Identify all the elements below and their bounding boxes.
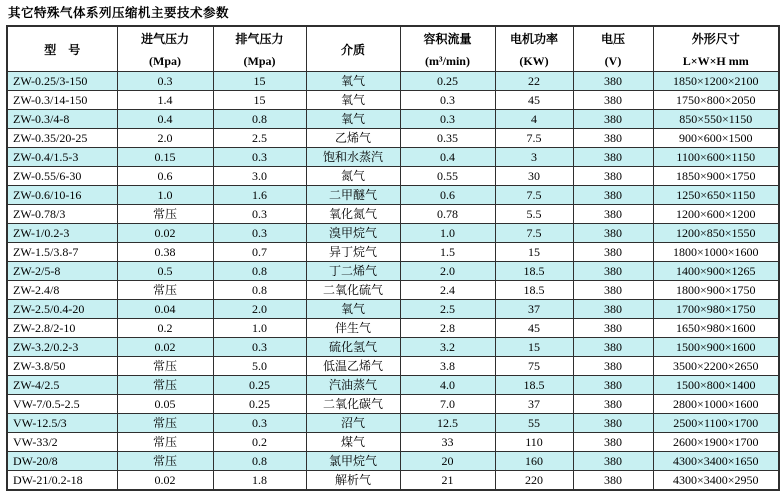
cell-flow: 3.2 [400,338,495,357]
cell-model: ZW-2/5-8 [7,262,117,281]
cell-model: ZW-0.35/20-25 [7,129,117,148]
cell-voltage: 380 [573,72,653,91]
cell-model: ZW-0.25/3-150 [7,72,117,91]
cell-power: 18.5 [495,262,573,281]
cell-power: 30 [495,167,573,186]
cell-voltage: 380 [573,433,653,452]
cell-medium: 氧气 [306,91,400,110]
cell-flow: 1.5 [400,243,495,262]
cell-dims: 1800×1000×1600 [653,243,779,262]
cell-medium: 氧化氮气 [306,205,400,224]
cell-voltage: 380 [573,281,653,300]
table-row [7,376,779,395]
cell-power: 37 [495,395,573,414]
cell-inlet: 0.05 [117,395,213,414]
header-dimensions-unit: L×W×H mm [682,53,749,68]
table-header [7,26,779,72]
cell-power: 160 [495,452,573,471]
cell-flow: 0.4 [400,148,495,167]
cell-power: 3 [495,148,573,167]
cell-dims: 2600×1900×1700 [653,433,779,452]
cell-medium: 低温乙烯气 [306,357,400,376]
cell-flow: 33 [400,433,495,452]
cell-power: 220 [495,471,573,491]
cell-inlet: 常压 [117,205,213,224]
cell-outlet: 0.8 [213,281,306,300]
header-dimensions-label: 外形尺寸 [691,31,740,46]
cell-dims: 900×600×1500 [653,129,779,148]
cell-model: ZW-4/2.5 [7,376,117,395]
cell-model: ZW-0.4/1.5-3 [7,148,117,167]
table-row [7,224,779,243]
table-row [7,300,779,319]
cell-voltage: 380 [573,376,653,395]
cell-power: 4 [495,110,573,129]
header-discharge-pressure [213,26,306,72]
cell-dims: 1500×800×1400 [653,376,779,395]
cell-model: ZW-0.3/14-150 [7,91,117,110]
cell-outlet: 0.3 [213,205,306,224]
cell-dims: 4300×3400×2950 [653,471,779,491]
header-discharge-pressure-unit: (Mpa) [243,53,276,68]
cell-voltage: 380 [573,129,653,148]
cell-flow: 2.5 [400,300,495,319]
cell-dims: 1850×1200×2100 [653,72,779,91]
cell-outlet: 0.25 [213,376,306,395]
cell-outlet: 2.0 [213,300,306,319]
cell-flow: 0.3 [400,91,495,110]
cell-dims: 1100×600×1150 [653,148,779,167]
table-row [7,72,779,91]
cell-inlet: 0.02 [117,338,213,357]
cell-inlet: 0.15 [117,148,213,167]
cell-inlet: 1.0 [117,186,213,205]
cell-medium: 溴甲烷气 [306,224,400,243]
cell-outlet: 2.5 [213,129,306,148]
cell-dims: 850×550×1150 [653,110,779,129]
cell-dims: 1200×600×1200 [653,205,779,224]
cell-model: ZW-3.2/0.2-3 [7,338,117,357]
cell-power: 15 [495,338,573,357]
header-voltage-label: 电压 [600,31,625,46]
cell-power: 75 [495,357,573,376]
cell-flow: 1.0 [400,224,495,243]
cell-inlet: 0.6 [117,167,213,186]
cell-medium: 饱和水蒸汽 [306,148,400,167]
spec-table [6,25,780,491]
cell-voltage: 380 [573,452,653,471]
cell-voltage: 380 [573,414,653,433]
cell-medium: 氧气 [306,72,400,91]
cell-model: ZW-1/0.2-3 [7,224,117,243]
cell-model: DW-20/8 [7,452,117,471]
cell-flow: 20 [400,452,495,471]
cell-flow: 0.35 [400,129,495,148]
cell-flow: 2.8 [400,319,495,338]
cell-flow: 3.8 [400,357,495,376]
cell-inlet: 1.4 [117,91,213,110]
cell-voltage: 380 [573,186,653,205]
table-row [7,452,779,471]
table-row [7,167,779,186]
header-row [7,26,779,72]
cell-outlet: 15 [213,91,306,110]
cell-inlet: 常压 [117,357,213,376]
cell-inlet: 0.38 [117,243,213,262]
cell-outlet: 0.2 [213,433,306,452]
cell-flow: 0.78 [400,205,495,224]
header-motor-power [495,26,573,72]
cell-medium: 二氧化碳气 [306,395,400,414]
cell-power: 18.5 [495,281,573,300]
header-voltage [573,26,653,72]
cell-dims: 2500×1100×1700 [653,414,779,433]
cell-model: ZW-2.4/8 [7,281,117,300]
cell-inlet: 0.2 [117,319,213,338]
cell-model: ZW-3.8/50 [7,357,117,376]
table-row [7,395,779,414]
cell-outlet: 0.8 [213,452,306,471]
cell-outlet: 1.6 [213,186,306,205]
header-volume-flow-unit: (m³/min) [425,53,470,68]
cell-flow: 2.4 [400,281,495,300]
header-volume-flow [400,26,495,72]
cell-inlet: 常压 [117,433,213,452]
header-discharge-pressure-label: 排气压力 [235,31,284,46]
cell-voltage: 380 [573,110,653,129]
cell-power: 110 [495,433,573,452]
cell-voltage: 380 [573,243,653,262]
cell-power: 22 [495,72,573,91]
cell-medium: 氮气 [306,167,400,186]
header-motor-power-unit: (KW) [519,53,549,68]
cell-outlet: 5.0 [213,357,306,376]
cell-outlet: 0.3 [213,148,306,167]
cell-medium: 汽油蒸气 [306,376,400,395]
header-medium [306,26,400,72]
cell-outlet: 15 [213,72,306,91]
table-row [7,319,779,338]
cell-inlet: 0.5 [117,262,213,281]
cell-voltage: 380 [573,224,653,243]
cell-inlet: 0.02 [117,224,213,243]
table-row [7,338,779,357]
cell-outlet: 1.8 [213,471,306,491]
cell-model: ZW-2.8/2-10 [7,319,117,338]
cell-voltage: 380 [573,148,653,167]
cell-inlet: 常压 [117,376,213,395]
table-row [7,186,779,205]
cell-medium: 氧气 [306,300,400,319]
cell-inlet: 0.02 [117,471,213,491]
cell-voltage: 380 [573,91,653,110]
cell-dims: 1400×900×1265 [653,262,779,281]
cell-model: ZW-0.6/10-16 [7,186,117,205]
header-inlet-pressure-unit: (Mpa) [149,53,181,68]
cell-voltage: 380 [573,338,653,357]
table-row [7,243,779,262]
cell-power: 5.5 [495,205,573,224]
cell-model: ZW-0.78/3 [7,205,117,224]
cell-voltage: 380 [573,471,653,491]
cell-model: ZW-0.3/4-8 [7,110,117,129]
cell-voltage: 380 [573,357,653,376]
cell-flow: 0.6 [400,186,495,205]
table-row [7,357,779,376]
table-row [7,433,779,452]
cell-dims: 1650×980×1600 [653,319,779,338]
table-row [7,91,779,110]
cell-outlet: 0.8 [213,110,306,129]
cell-flow: 21 [400,471,495,491]
cell-power: 7.5 [495,186,573,205]
cell-inlet: 0.4 [117,110,213,129]
table-row [7,110,779,129]
cell-flow: 4.0 [400,376,495,395]
cell-inlet: 常压 [117,281,213,300]
cell-medium: 煤气 [306,433,400,452]
cell-medium: 解析气 [306,471,400,491]
header-voltage-unit: (V) [604,53,622,68]
cell-power: 45 [495,319,573,338]
header-motor-power-label: 电机功率 [509,31,558,46]
cell-medium: 硫化氢气 [306,338,400,357]
cell-voltage: 380 [573,395,653,414]
cell-voltage: 380 [573,300,653,319]
cell-medium: 二氧化硫气 [306,281,400,300]
cell-power: 15 [495,243,573,262]
cell-dims: 1850×900×1750 [653,167,779,186]
cell-medium: 异丁烷气 [306,243,400,262]
table-row [7,262,779,281]
cell-inlet: 常压 [117,414,213,433]
table-row [7,281,779,300]
cell-outlet: 0.25 [213,395,306,414]
cell-dims: 1200×850×1550 [653,224,779,243]
cell-model: VW-33/2 [7,433,117,452]
cell-dims: 1700×980×1750 [653,300,779,319]
cell-flow: 0.55 [400,167,495,186]
cell-outlet: 1.0 [213,319,306,338]
cell-dims: 1800×900×1750 [653,281,779,300]
cell-outlet: 0.3 [213,224,306,243]
cell-flow: 0.25 [400,72,495,91]
cell-flow: 0.3 [400,110,495,129]
header-dimensions [653,26,779,72]
cell-medium: 沼气 [306,414,400,433]
cell-inlet: 2.0 [117,129,213,148]
cell-outlet: 0.3 [213,414,306,433]
cell-power: 45 [495,91,573,110]
cell-voltage: 380 [573,262,653,281]
cell-power: 37 [495,300,573,319]
cell-voltage: 380 [573,167,653,186]
header-medium-label: 介质 [340,42,365,57]
cell-outlet: 0.8 [213,262,306,281]
cell-inlet: 0.04 [117,300,213,319]
table-row [7,414,779,433]
header-inlet-pressure [117,26,213,72]
cell-dims: 2800×1000×1600 [653,395,779,414]
cell-dims: 3500×2200×2650 [653,357,779,376]
table-body [7,72,779,491]
cell-power: 18.5 [495,376,573,395]
header-model-label: 型 号 [44,42,81,57]
cell-model: DW-21/0.2-18 [7,471,117,491]
cell-model: VW-7/0.5-2.5 [7,395,117,414]
cell-voltage: 380 [573,319,653,338]
cell-voltage: 380 [573,205,653,224]
cell-dims: 4300×3400×1650 [653,452,779,471]
cell-power: 7.5 [495,224,573,243]
cell-model: VW-12.5/3 [7,414,117,433]
cell-flow: 2.0 [400,262,495,281]
cell-medium: 氯甲烷气 [306,452,400,471]
cell-outlet: 0.7 [213,243,306,262]
cell-medium: 伴生气 [306,319,400,338]
cell-dims: 1500×900×1600 [653,338,779,357]
header-model [7,26,117,72]
cell-outlet: 3.0 [213,167,306,186]
cell-inlet: 常压 [117,452,213,471]
cell-power: 7.5 [495,129,573,148]
cell-outlet: 0.3 [213,338,306,357]
table-row [7,148,779,167]
cell-flow: 7.0 [400,395,495,414]
cell-medium: 乙烯气 [306,129,400,148]
cell-medium: 丁二烯气 [306,262,400,281]
cell-model: ZW-0.55/6-30 [7,167,117,186]
page-title: 其它特殊气体系列压缩机主要技术参数 [8,6,230,20]
header-volume-flow-label: 容积流量 [423,31,472,46]
cell-dims: 1750×800×2050 [653,91,779,110]
table-row [7,129,779,148]
table-row [7,205,779,224]
cell-dims: 1250×650×1150 [653,186,779,205]
cell-medium: 氧气 [306,110,400,129]
header-inlet-pressure-label: 进气压力 [140,31,189,46]
cell-power: 55 [495,414,573,433]
cell-model: ZW-2.5/0.4-20 [7,300,117,319]
cell-medium: 二甲醚气 [306,186,400,205]
cell-flow: 12.5 [400,414,495,433]
table-row [7,471,779,491]
cell-model: ZW-1.5/3.8-7 [7,243,117,262]
cell-inlet: 0.3 [117,72,213,91]
